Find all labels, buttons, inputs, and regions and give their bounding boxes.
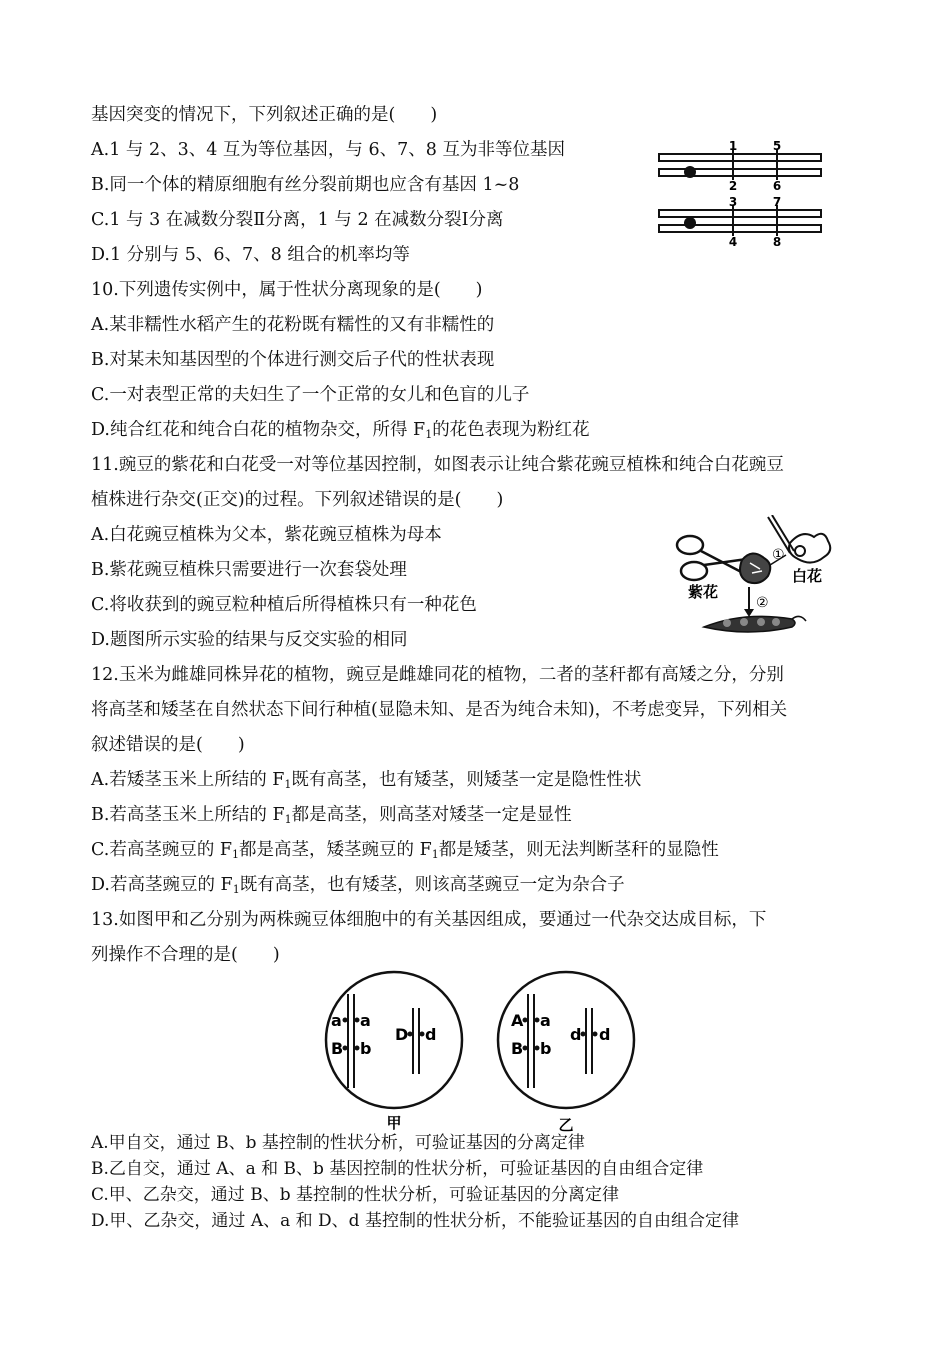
gene-label-2: 2 (728, 179, 738, 193)
q10-option-c: C.一对表型正常的夫妇生了一个正常的女儿和色盲的儿子 (91, 385, 530, 405)
q9-option-b: B.同一个体的精原细胞有丝分裂前期也应含有基因 1~8 (91, 175, 520, 195)
jia-gene-right-1: a (360, 1011, 371, 1030)
q13-option-c: C.甲、乙杂交，通过 B、b 基控制的性状分析，可验证基因的分离定律 (91, 1185, 619, 1205)
gene-label-4: 4 (728, 235, 738, 249)
q11-option-c: C.将收获到的豌豆粒种植后所得植株只有一种花色 (91, 595, 477, 615)
q12-option-a: A.若矮茎玉米上所结的 $F_1$既有高茎，也有矮茎，则矮茎一定是隐性性状 (91, 770, 642, 791)
gene-label-6: 6 (772, 179, 782, 193)
q11-option-d: D.题图所示实验的结果与反交实验的相同 (91, 630, 408, 650)
q11-option-b: B.紫花豌豆植株只需要进行一次套袋处理 (91, 560, 407, 580)
q12-option-d: D.若高茎豌豆的 $F_1$既有高茎，也有矮茎，则该高茎豌豆一定为杂合子 (91, 875, 625, 896)
jia-gene-left-2: B (331, 1039, 344, 1058)
q13-stem-line2: 列操作不合理的是( ) (91, 945, 280, 965)
pea-pod-icon (704, 616, 806, 632)
q9-option-a: A.1 与 2、3、4 互为等位基因，与 6、7、8 互为非等位基因 (91, 140, 565, 160)
jia-gene-left-1: a (331, 1011, 342, 1030)
step2-label: ② (756, 595, 769, 611)
q9-chromosome-figure (655, 140, 825, 252)
jia-gene-d1: D (395, 1025, 409, 1044)
q12-option-c: C.若高茎豌豆的 $F_1$都是高茎，矮茎豌豆的 $F_1$都是矮茎，则无法判断茎秆的显隐性 (91, 840, 719, 861)
q11-pollination-figure (672, 515, 842, 645)
yi-gene-d1: d (570, 1025, 582, 1044)
q9-option-c: C.1 与 3 在减数分裂Ⅱ分离，1 与 2 在减数分裂Ⅰ分离 (91, 210, 504, 230)
gene-label-5: 5 (772, 140, 782, 153)
gene-label-3: 3 (728, 195, 738, 209)
q9-stem-tail: 基因突变的情况下，下列叙述正确的是( ) (91, 105, 438, 125)
purple-flower-icon (740, 553, 770, 583)
q13-option-d: D.甲、乙杂交，通过 A、a 和 D、d 基控制的性状分析，不能验证基因的自由组合定律 (91, 1211, 739, 1231)
jia-gene-d2: d (425, 1025, 437, 1044)
yi-gene-left-2: B (511, 1039, 524, 1058)
yi-gene-d2: d (599, 1025, 611, 1044)
q11-stem-line1: 11.豌豆的紫花和白花受一对等位基因控制，如图表示让纯合紫花豌豆植株和纯合白花豌豆 (91, 455, 784, 475)
yi-gene-right-1: a (540, 1011, 551, 1030)
gene-label-1: 1 (728, 140, 738, 153)
q12-stem-line2: 将高茎和矮茎在自然状态下间行种植(显隐未知、是否为纯合未知)，不考虑变异，下列相关 (91, 700, 788, 720)
jia-gene-right-2: b (360, 1039, 372, 1058)
yi-caption: 乙 (558, 1116, 574, 1132)
gene-label-8: 8 (772, 235, 782, 249)
purple-flower-label: 紫花 (688, 583, 719, 601)
q11-option-a: A.白花豌豆植株为父本，紫花豌豆植株为母本 (91, 525, 442, 545)
q13-option-b: B.乙自交，通过 A、a 和 B、b 基因控制的性状分析，可验证基因的自由组合定律 (91, 1159, 704, 1179)
jia-caption: 甲 (386, 1114, 402, 1132)
q12-stem-line1: 12.玉米为雌雄同株异花的植物，豌豆是雌雄同花的植物，二者的茎秆都有高矮之分，分别 (91, 665, 784, 685)
q13-cell-figure (318, 968, 650, 1132)
q12-option-b: B.若高茎玉米上所结的 $F_1$都是高茎，则高茎对矮茎一定是显性 (91, 805, 572, 826)
white-flower-label: 白花 (792, 567, 823, 585)
q10-option-b: B.对某未知基因型的个体进行测交后子代的性状表现 (91, 350, 495, 370)
yi-gene-left-1: A (511, 1011, 524, 1030)
q13-stem-line1: 13.如图甲和乙分别为两株豌豆体细胞中的有关基因组成，要通过一代杂交达成目标，下 (91, 910, 767, 930)
gene-label-7: 7 (772, 195, 782, 209)
q10-option-d: D.纯合红花和纯合白花的植物杂交，所得 $F_1$的花色表现为粉红花 (91, 420, 590, 441)
q11-stem-line2: 植株进行杂交(正交)的过程。下列叙述错误的是( ) (91, 490, 504, 510)
cell-yi (498, 972, 634, 1132)
yi-gene-right-2: b (540, 1039, 552, 1058)
scissors-icon (677, 536, 747, 580)
cell-jia (326, 972, 462, 1132)
q9-option-d: D.1 分别与 5、6、7、8 组合的机率均等 (91, 245, 410, 265)
q13-option-a: A.甲自交，通过 B、b 基控制的性状分析，可验证基因的分离定律 (91, 1133, 585, 1153)
q10-stem: 10.下列遗传实例中，属于性状分离现象的是( ) (91, 280, 483, 300)
q10-option-a: A.某非糯性水稻产生的花粉既有糯性的又有非糯性的 (91, 315, 495, 335)
step1-label: ① (772, 547, 785, 563)
q12-stem-line3: 叙述错误的是( ) (91, 735, 245, 755)
